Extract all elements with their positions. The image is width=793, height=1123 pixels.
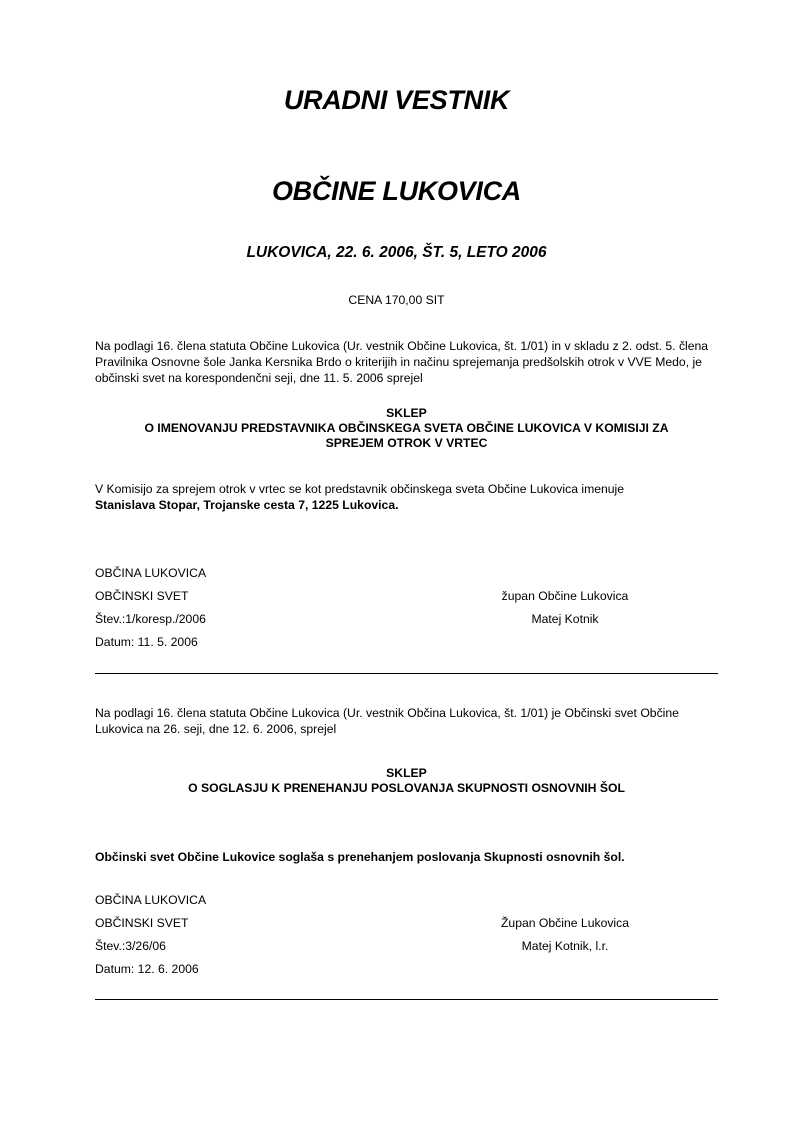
section2-sign-block-left <box>95 892 206 984</box>
section2-sign-block-right <box>400 915 730 961</box>
issue-line: LUKOVICA, 22. 6. 2006, ŠT. 5, LETO 2006 <box>246 244 547 261</box>
municipality-title: OBČINE LUKOVICA <box>271 176 521 206</box>
section1-sign-block-left <box>95 565 206 657</box>
section1-sign-block-right <box>400 588 730 634</box>
section1-sign-date: Datum: 11. 5. 2006 <box>95 635 198 649</box>
section1-heading-title-cont: SPREJEM OTROK V VRTEC <box>325 436 488 450</box>
section2-decision: Občinski svet Občine Lukovice soglaša s prenehanjem poslovanja Skupnosti osnovnih šol. <box>95 850 625 864</box>
section2-heading-title: O SOGLASJU K PRENEHANJU POSLOVANJA SKUPNOSTI OSNOVNIH ŠOL <box>188 781 625 795</box>
section1-sign-mayor-name: Matej Kotnik <box>531 612 599 626</box>
bottom-divider <box>95 999 718 1000</box>
section1-sign-mayor-title: župan Občine Lukovica <box>501 589 629 603</box>
section2-sign-mayor-title: Župan Občine Lukovica <box>500 916 630 930</box>
section1-sign-org: OBČINA LUKOVICA <box>95 566 207 580</box>
section1-heading-title: O IMENOVANJU PREDSTAVNIKA OBČINSKEGA SVETA OBČINE LUKOVICA V KOMISIJI ZA <box>144 421 669 435</box>
section2-sign-org: OBČINA LUKOVICA <box>95 893 207 907</box>
section2-sign-number: Štev.:3/26/06 <box>95 939 166 953</box>
section1-sign-number: Štev.:1/koresp./2006 <box>95 612 206 626</box>
section2-heading-sklep: SKLEP <box>386 766 427 780</box>
section2-intro: Na podlagi 16. člena statuta Občine Lukovica (Ur. vestnik Občina Lukovica, št. 1/01) je Občinski svet Občine Lukovica na 26. seji, dne 12. 6. 2006, sprejel <box>95 706 679 736</box>
section1-decision-text: V Komisijo za sprejem otrok v vrtec se kot predstavnik občinskega sveta Občine Lukovica imenuje <box>95 482 625 496</box>
price-label: CENA 170,00 SIT <box>348 293 445 307</box>
section1-heading-sklep: SKLEP <box>386 406 427 420</box>
section-divider <box>95 673 718 674</box>
gazette-title: URADNI VESTNIK <box>283 85 510 115</box>
section1-decision-appointee: Stanislava Stopar, Trojanske cesta 7, 1225 Lukovica. <box>95 498 399 512</box>
section2-sign-mayor-name: Matej Kotnik, l.r. <box>521 939 609 953</box>
section2-sign-date: Datum: 12. 6. 2006 <box>95 962 199 976</box>
section1-sign-council: OBČINSKI SVET <box>95 589 189 603</box>
section1-decision <box>95 481 720 513</box>
section2-sign-council: OBČINSKI SVET <box>95 916 189 930</box>
section1-intro: Na podlagi 16. člena statuta Občine Lukovica (Ur. vestnik Občine Lukovica, št. 1/01) in v skladu z 2. odst. 5. člena Pravilnika Osnovne šole Janka Kersnika Brdo o kriterijih in načinu sprejemanja predšolskih otrok v VVE Medo, je občinski svet na korespondenčni seji, dne 11. 5. 2006 sprejel <box>95 339 709 385</box>
